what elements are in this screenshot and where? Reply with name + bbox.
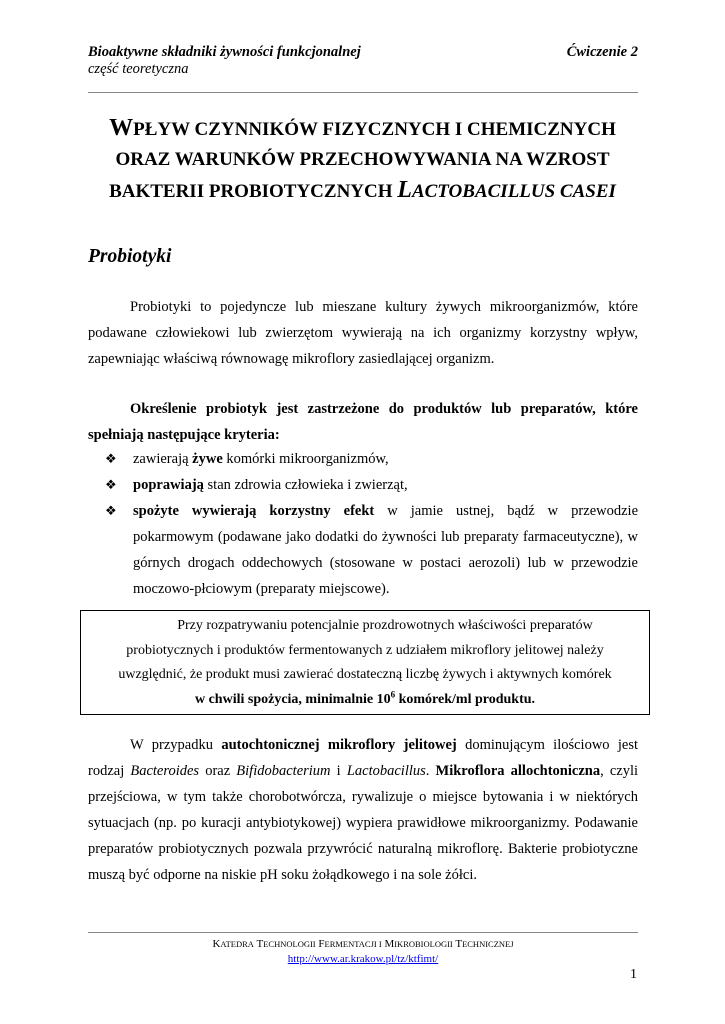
box-line-4 xyxy=(81,688,649,713)
microflora-paragraph xyxy=(88,732,638,888)
diamond-bullet-icon: ❖ xyxy=(105,503,117,518)
bullet-3-line-1 xyxy=(133,498,638,524)
bullet-1-text-end: komórki mikroorganizmów, xyxy=(226,451,389,467)
bullet-2-text: stan zdrowia człowieka i zwierząt, xyxy=(207,477,408,493)
genus-bifidobacterium: Bifidobacterium xyxy=(236,763,331,779)
intro-line-3: zapewniając właściwą równowagę mikroflory zasiedlającej organizm. xyxy=(88,351,495,367)
title-drop-cap: W xyxy=(109,115,134,141)
genus-lactobacillus: Lactobacillus xyxy=(346,763,426,779)
footer-cap-4: M xyxy=(384,938,395,950)
page-number: 1 xyxy=(630,967,637,982)
list-item xyxy=(105,498,638,602)
para3-line-2 xyxy=(88,758,638,784)
diamond-bullet-icon: ❖ xyxy=(105,477,117,492)
intro-line-1: Probiotyki to pojedyncze lub mieszane kultury żywych mikroorganizmów, które xyxy=(130,299,638,315)
bullet-1-text-start: zawierają xyxy=(133,451,189,467)
criteria-intro xyxy=(88,396,638,448)
title-line-3 xyxy=(70,175,655,207)
title-line-1 xyxy=(70,113,655,145)
criteria-list xyxy=(105,446,638,602)
box-line-2: probiotycznych i produktów fermentowanych z udziałem mikroflory jelitowej należy xyxy=(126,642,604,658)
para3-line-4: sytuacjach (np. po kuracji antybiotykowej) wypiera prawidłowe mikroorganizmy. Podawanie xyxy=(88,815,638,831)
exponent: 6 xyxy=(390,688,396,699)
para3-line-5: preparatów probiotycznych pozwala przywrócić naturalną mikroflorę. Bakterie probiotyczne xyxy=(88,841,638,857)
para3-text-e: i xyxy=(336,763,341,779)
bullet-3-line-2: pokarmowym (podawane jako dodatki do żywności lub preparaty farmaceutyczne), w xyxy=(133,529,638,545)
para3-bold-a: autochtonicznej mikroflory jelitowej xyxy=(221,737,457,753)
list-item xyxy=(105,472,638,498)
title-italic-cap: L xyxy=(397,177,412,203)
bullet-2-bold: poprawiają xyxy=(133,477,204,493)
title-line-2: ORAZ WARUNKÓW PRZECHOWYWANIA NA WZROST xyxy=(115,149,610,170)
footer-word-3: ERMENTACJI I xyxy=(324,939,382,949)
header-exercise-number: Ćwiczenie 2 xyxy=(566,44,638,60)
para3-line-6: muszą być odporne na niskie pH soku żołądkowego i na sole żółci. xyxy=(88,867,477,883)
para3-text-d: oraz xyxy=(205,763,231,779)
box-line-3: uwzględnić, że produkt musi zawierać dostateczną liczbę żywych i aktywnych komórek xyxy=(118,667,612,682)
para3-line-3: przejściowa, w tym także chorobotwórcza, rywalizuje o miejsce bytowania i w niektórych xyxy=(88,789,638,805)
para3-line-1 xyxy=(88,732,638,758)
footer-word-1: ATEDRA xyxy=(220,939,254,949)
footer-cap-5: T xyxy=(455,938,463,950)
footer-department xyxy=(88,938,638,950)
para3-bold-b: Mikroflora allochtoniczna xyxy=(435,763,601,779)
footer-url-link[interactable]: http://www.ar.krakow.pl/tz/ktfimt/ xyxy=(287,953,439,965)
highlight-box xyxy=(80,610,650,715)
genus-bacteroides: Bacteroides xyxy=(130,763,200,779)
para3-text-c: rodzaj xyxy=(88,763,125,779)
list-item xyxy=(105,446,638,472)
box-line-1: Przy rozpatrywaniu potencjalnie prozdrowotnych właściwości preparatów xyxy=(177,618,593,633)
bullet-3-line-4: moczowo-płciowym (preparaty miejscowe). xyxy=(133,581,390,597)
footer-cap-1: K xyxy=(212,938,221,950)
header-part-label: część teoretyczna xyxy=(88,61,189,77)
para3-period: . xyxy=(425,763,430,779)
section-heading: Probiotyki xyxy=(88,246,172,267)
criteria-line-2: spełniają następujące kryteria: xyxy=(88,427,280,443)
bullet-1-bold: żywe xyxy=(192,451,223,467)
bullet-3-text-1: w jamie ustnej, bądź w przewodzie xyxy=(387,503,639,519)
title-line-1-text: PŁYW CZYNNIKÓW FIZYCZNYCH I CHEMICZNYCH xyxy=(133,119,616,140)
footer-cap-3: F xyxy=(318,938,325,950)
footer-word-4: IKROBIOLOGII xyxy=(394,939,453,949)
para3-text-f: , czyli xyxy=(600,763,639,779)
bullet-3-line-3: górnych drogach oddechowych (stosowane w postaci aerozoli) lub w przewodzie xyxy=(133,555,638,571)
header-course-title: Bioaktywne składniki żywności funkcjonalnej xyxy=(88,44,361,60)
intro-paragraph xyxy=(88,294,638,372)
diamond-bullet-icon: ❖ xyxy=(105,451,117,466)
para3-text-b: dominującym ilościowo jest xyxy=(465,737,639,753)
footer-word-2: ECHNOLOGII xyxy=(263,939,316,949)
header-divider xyxy=(88,92,638,93)
intro-line-2: podawane człowiekowi lub zwierzętom wywierają na ich organizmy korzystny wpływ, xyxy=(88,325,638,341)
criteria-line-1: Określenie probiotyk jest zastrzeżone do produktów lub preparatów, które xyxy=(130,401,638,417)
box-line-4-text: w chwili spożycia, minimalnie 10 xyxy=(194,691,391,707)
title-species-name: ACTOBACILLUS CASEI xyxy=(411,181,616,202)
para3-text-a: W przypadku xyxy=(130,737,213,753)
box-line-4-end: komórek/ml produktu. xyxy=(398,691,536,707)
bullet-3-bold: spożyte wywierają korzystny efekt xyxy=(133,503,375,519)
document-title xyxy=(70,113,655,207)
footer-word-5: ECHNICZNEJ xyxy=(462,939,514,949)
footer-cap-2: T xyxy=(256,938,264,950)
footer-divider xyxy=(88,932,638,933)
title-line-3-text: BAKTERII PROBIOTYCZNYCH xyxy=(109,181,393,202)
